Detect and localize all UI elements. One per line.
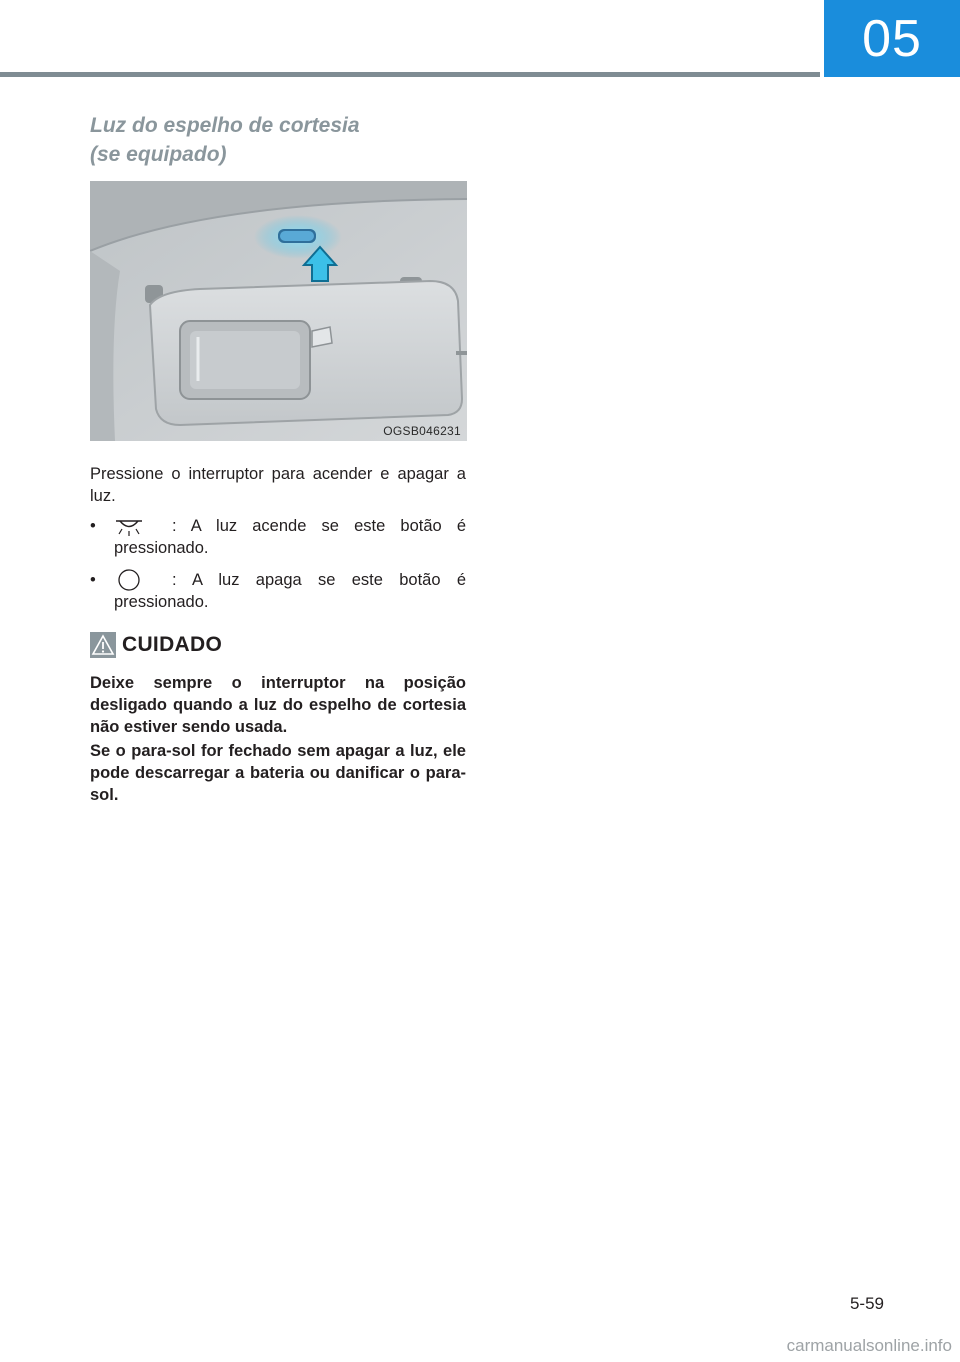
header-rule — [0, 72, 820, 77]
figure-code: OGSB046231 — [383, 424, 461, 438]
caution-heading — [90, 630, 222, 660]
bullet-symbol: • — [90, 571, 96, 589]
section-title-line2: (se equipado) — [90, 143, 227, 166]
watermark: carmanualsonline.info — [786, 1336, 952, 1355]
bullet-symbol: • — [90, 517, 96, 535]
section-title — [90, 111, 490, 169]
page-number: 5-59 — [849, 1294, 884, 1313]
bullet-text: : A luz acende se este botão é pressionado. — [114, 517, 466, 557]
chapter-tab — [824, 0, 960, 77]
caution-paragraph: Se o para-sol for fechado sem apagar a luz, ele pode descarregar a bateria ou danificar o para-sol. — [90, 742, 466, 804]
list-item — [90, 569, 466, 613]
list-item — [90, 515, 466, 559]
chapter-number: 05 — [862, 9, 922, 68]
section-title-line1: Luz do espelho de cortesia — [90, 114, 360, 137]
lamp-off-icon — [114, 569, 144, 595]
lamp-on-icon — [114, 515, 144, 541]
sun-visor-illustration — [90, 181, 467, 441]
intro-paragraph: Pressione o interruptor para acender e apagar a luz. — [90, 465, 466, 505]
vanity-mirror-figure — [90, 181, 467, 441]
bullet-text: : A luz apaga se este botão é pressionado. — [114, 571, 466, 611]
caution-paragraph: Deixe sempre o interruptor na posição desligado quando a luz do espelho de cortesia não estiver sendo usada. — [90, 674, 466, 736]
warning-triangle-icon — [90, 632, 116, 658]
caution-label: CUIDADO — [122, 633, 223, 656]
